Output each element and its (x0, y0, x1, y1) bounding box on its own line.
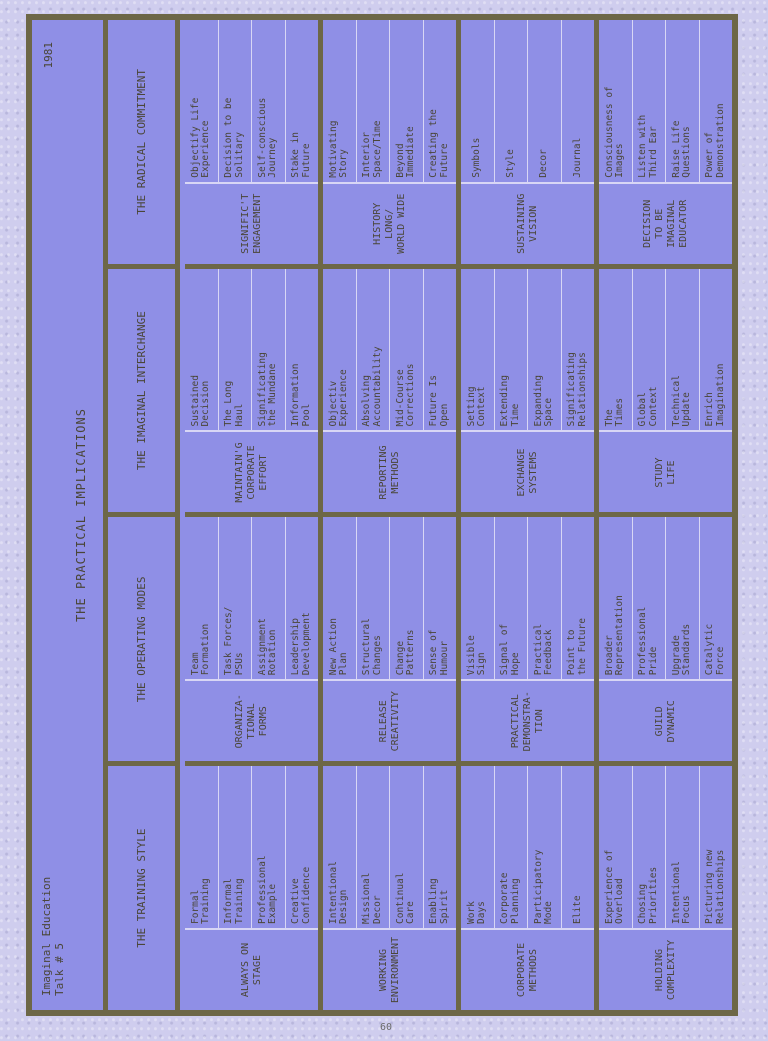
block-item: Point to the Future (566, 618, 588, 676)
block-category: STUDY LIFE (599, 431, 732, 513)
block-item: Corporate Planning (495, 766, 529, 928)
block-item: Future Is Open (428, 375, 450, 427)
implications-grid (185, 20, 732, 1010)
block-category: CORPORATE METHODS (461, 928, 594, 1010)
block-item: Self-conscious Journey (252, 20, 286, 182)
block-item: Professional Example (252, 766, 286, 928)
block-item: Leadership Development (290, 612, 312, 676)
grid-block (599, 20, 732, 264)
block-item: Interior Space/Time (357, 20, 391, 182)
block-items (461, 269, 594, 431)
block-category: RELEASE CREATIVITY (323, 679, 456, 761)
block-item: Team Formation (185, 518, 219, 680)
block-items (323, 269, 456, 431)
document-year: 1981 (42, 42, 55, 69)
block-item: Change Patterns (390, 518, 424, 680)
block-item: Task Forces/ PSUs (219, 518, 253, 680)
block-item: Elite (571, 895, 583, 924)
grid-row (599, 20, 732, 1010)
block-item: Decision to be Solitary (219, 20, 253, 182)
block-item: Symbols (461, 20, 495, 182)
block-item: Raise Life Questions (666, 20, 700, 182)
block-item: Catalytic Force (704, 623, 726, 676)
block-item: Mid-Course Corrections (390, 269, 424, 431)
block-item: Informal Training (219, 766, 253, 928)
grid-block (185, 761, 318, 1010)
main-title: THE PRACTICAL IMPLICATIONS (74, 408, 88, 622)
block-items (185, 518, 318, 680)
block-item: The Times (599, 269, 633, 431)
block-item: Practical Feedback (528, 518, 562, 680)
block-item: Beyond Immediate (390, 20, 424, 182)
block-item: Expanding Space (528, 269, 562, 431)
block-item: Formal Training (185, 766, 219, 928)
block-item: Work Days (461, 766, 495, 928)
document-header (32, 20, 108, 1010)
block-category: PRACTICAL DEMONSTRA- TION (461, 679, 594, 761)
block-category: GUILD DYNAMIC (599, 679, 732, 761)
grid-block (185, 264, 318, 513)
block-item: Significating Relationships (566, 352, 588, 427)
column-header: THE TRAINING STYLE (108, 761, 175, 1010)
column-header: THE OPERATING MODES (108, 513, 175, 762)
block-item: Visible Sign (461, 518, 495, 680)
block-item: Journal (571, 137, 583, 178)
grid-block (461, 761, 594, 1010)
block-category: MAINTAIN'G CORPORATE EFFORT (185, 431, 318, 513)
block-item: Structural Changes (357, 518, 391, 680)
block-category: SIGNIFIC'T ENGAGEMENT (185, 182, 318, 264)
block-items (461, 518, 594, 680)
grid-block (185, 20, 318, 264)
block-item: Signal of Hope (495, 518, 529, 680)
block-category: SUSTAINING VISION (461, 182, 594, 264)
block-item: Extending Time (495, 269, 529, 431)
block-item: Global Context (633, 269, 667, 431)
block-items (599, 20, 732, 182)
block-item: Significating the Mundane (252, 269, 286, 431)
grid-row (461, 20, 599, 1010)
column-headers (108, 20, 180, 1010)
block-item: Technical Update (666, 269, 700, 431)
block-category: ALWAYS ON STAGE (185, 928, 318, 1010)
block-item: The Long Haul (219, 269, 253, 431)
block-items (323, 518, 456, 680)
block-item: Decor (528, 20, 562, 182)
block-items (185, 766, 318, 928)
block-item: Enrich Imagination (704, 363, 726, 427)
block-item: Enabling Spirit (428, 878, 450, 924)
rotated-chart-sheet (26, 14, 738, 1016)
column-header: THE RADICAL COMMITMENT (135, 69, 148, 215)
block-item: Objectiv Experience (323, 269, 357, 431)
column-header: THE IMAGINAL INTERCHANGE (108, 264, 175, 513)
block-item: Stake in Future (290, 131, 312, 178)
block-item: Upgrade Standards (666, 518, 700, 680)
grid-block (461, 264, 594, 513)
block-item: Intentional Design (323, 766, 357, 928)
block-item: Consciousness of Images (599, 20, 633, 182)
block-item: Motivating Story (323, 20, 357, 182)
block-item: Assignment Rotation (252, 518, 286, 680)
block-item: Creating the Future (428, 109, 450, 178)
grid-block (323, 761, 456, 1010)
block-items (323, 20, 456, 182)
block-item: Broader Representation (599, 518, 633, 680)
block-category: ORGANIZA- TIONAL FORMS (185, 679, 318, 761)
block-items (599, 269, 732, 431)
grid-block (323, 264, 456, 513)
document-title-line-1: Imaginal Education (40, 876, 53, 996)
block-item: Intentional Focus (666, 766, 700, 928)
block-category: WORKING ENVIRONMENT (323, 928, 456, 1010)
block-item: Participatory Mode (528, 766, 562, 928)
grid-block (461, 513, 594, 762)
block-item: New Action Plan (323, 518, 357, 680)
block-item: Professional Pride (633, 518, 667, 680)
block-item: Listen with Third Ear (633, 20, 667, 182)
block-items (323, 766, 456, 928)
block-item: Picturing new Relationships (704, 849, 726, 924)
page-number: 60 (380, 1022, 393, 1033)
grid-block (599, 761, 732, 1010)
block-items (185, 20, 318, 182)
grid-block (599, 264, 732, 513)
block-item: Continual Care (390, 766, 424, 928)
block-item: Information Pool (290, 363, 312, 427)
block-category: HISTORY LONG/ WORLD WIDE (323, 182, 456, 264)
grid-block (599, 513, 732, 762)
block-item: Missional Decor (357, 766, 391, 928)
block-category: DECISION TO BE IMAGINAL EDUCATOR (599, 182, 732, 264)
grid-block (323, 513, 456, 762)
block-items (185, 269, 318, 431)
block-category: EXCHANGE SYSTEMS (461, 431, 594, 513)
document-title (40, 877, 66, 996)
block-item: Experience of Overload (599, 766, 633, 928)
document-title-line-2: Talk # 5 (53, 943, 66, 996)
block-item: Style (495, 20, 529, 182)
grid-block (185, 513, 318, 762)
block-item: Objectify Life Experience (185, 20, 219, 182)
grid-row (185, 20, 323, 1010)
block-category: REPORTING METHODS (323, 431, 456, 513)
block-item: Absolving Accountability (357, 269, 391, 431)
block-category: HOLDING COMPLEXITY (599, 928, 732, 1010)
block-items (599, 518, 732, 680)
block-item: Chosing Priorities (633, 766, 667, 928)
grid-block (461, 20, 594, 264)
block-items (461, 20, 594, 182)
block-items (461, 766, 594, 928)
grid-block (323, 20, 456, 264)
block-item: Sense of Humour (428, 629, 450, 676)
block-item: Setting Context (461, 269, 495, 431)
block-items (599, 766, 732, 928)
block-item: Power of Demonstration (704, 103, 726, 178)
grid-row (323, 20, 461, 1010)
block-item: Sustained Decision (185, 269, 219, 431)
block-item: Creative Confidence (290, 866, 312, 924)
